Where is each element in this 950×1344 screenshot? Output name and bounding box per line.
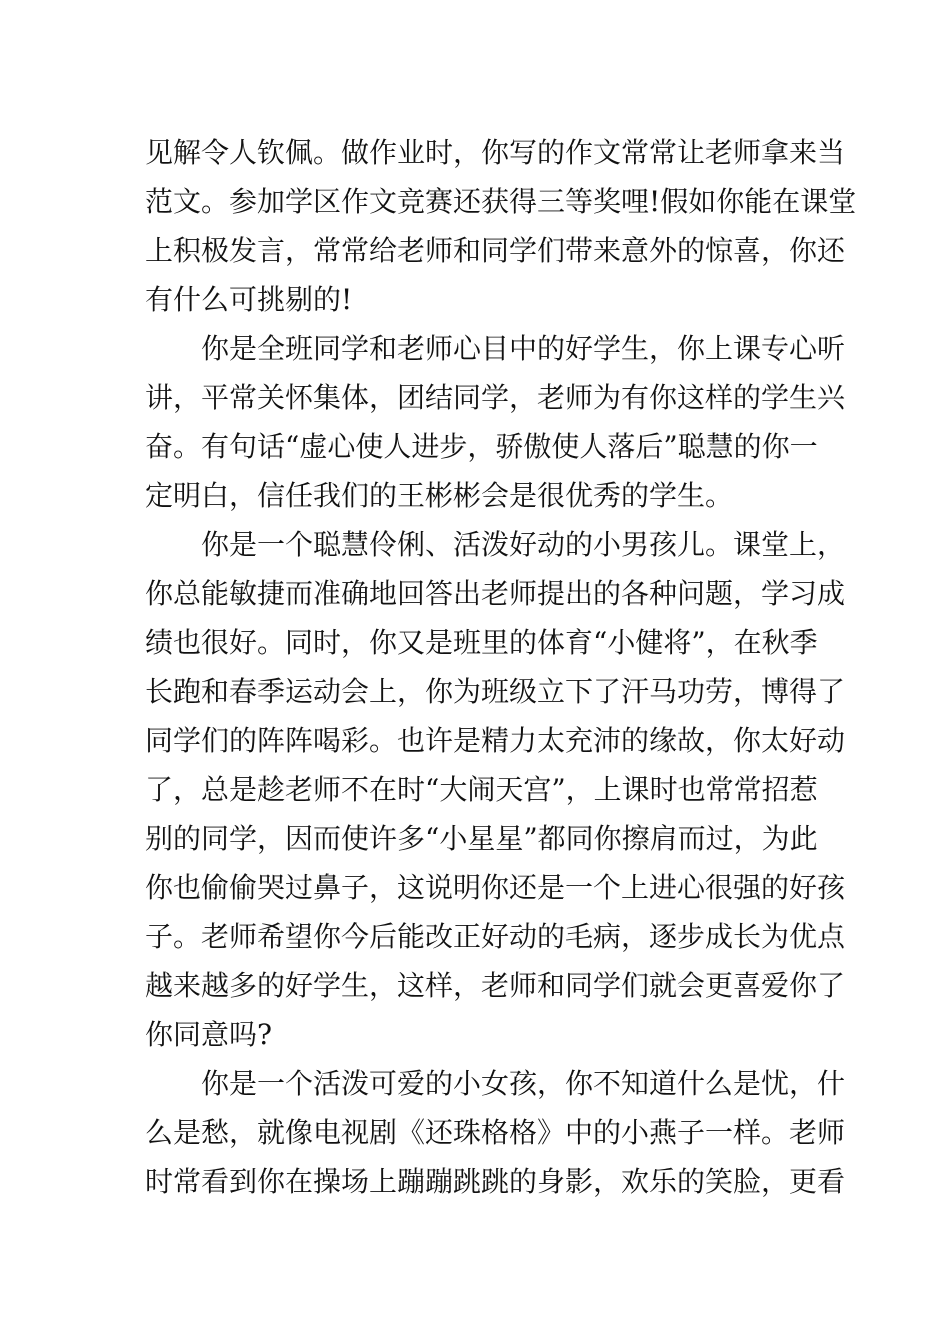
text-line: 范文。参加学区作文竞赛还获得三等奖哩!假如你能在课堂 bbox=[145, 185, 857, 218]
text-line: 你总能敏捷而准确地回答出老师提出的各种问题，学习成 bbox=[145, 577, 846, 610]
text-line: 越来越多的好学生，这样，老师和同学们就会更喜爱你了 bbox=[145, 969, 846, 1002]
text-line: 同学们的阵阵喝彩。也许是精力太充沛的缘故，你太好动 bbox=[145, 724, 846, 757]
text-line: 定明白，信任我们的王彬彬会是很优秀的学生。 bbox=[145, 479, 734, 512]
text-line: 奋。有句话“虚心使人进步，骄傲使人落后”聪慧的你一 bbox=[145, 430, 818, 463]
text-line: 见解令人钦佩。做作业时，你写的作文常常让老师拿来当 bbox=[145, 136, 846, 169]
paragraph-first-line: 你是一个聪慧伶俐、活泼好动的小男孩儿。课堂上， bbox=[201, 528, 846, 561]
text-line: 你同意吗? bbox=[145, 1018, 273, 1051]
text-line: 绩也很好。同时，你又是班里的体育“小健将”，在秋季 bbox=[145, 626, 818, 659]
text-line: 了，总是趁老师不在时“大闹天宫”，上课时也常常招惹 bbox=[145, 773, 818, 806]
paragraph-first-line: 你是全班同学和老师心目中的好学生，你上课专心听 bbox=[201, 332, 846, 365]
text-line: 上积极发言，常常给老师和同学们带来意外的惊喜，你还 bbox=[145, 234, 846, 267]
text-line: 别的同学，因而使许多“小星星”都同你擦肩而过，为此 bbox=[145, 822, 818, 855]
document-body bbox=[145, 128, 857, 1206]
text-line: 时常看到你在操场上蹦蹦跳跳的身影，欢乐的笑脸，更看 bbox=[145, 1165, 846, 1198]
text-line: 么是愁，就像电视剧《还珠格格》中的小燕子一样。老师 bbox=[145, 1116, 846, 1149]
paragraph-first-line: 你是一个活泼可爱的小女孩，你不知道什么是忧，什 bbox=[201, 1067, 846, 1100]
text-line: 你也偷偷哭过鼻子，这说明你还是一个上进心很强的好孩 bbox=[145, 871, 846, 904]
text-line: 子。老师希望你今后能改正好动的毛病，逐步成长为优点 bbox=[145, 920, 846, 953]
text-line: 有什么可挑剔的! bbox=[145, 283, 353, 316]
text-line: 讲，平常关怀集体，团结同学，老师为有你这样的学生兴 bbox=[145, 381, 846, 414]
text-line: 长跑和春季运动会上，你为班级立下了汗马功劳，博得了 bbox=[145, 675, 846, 708]
